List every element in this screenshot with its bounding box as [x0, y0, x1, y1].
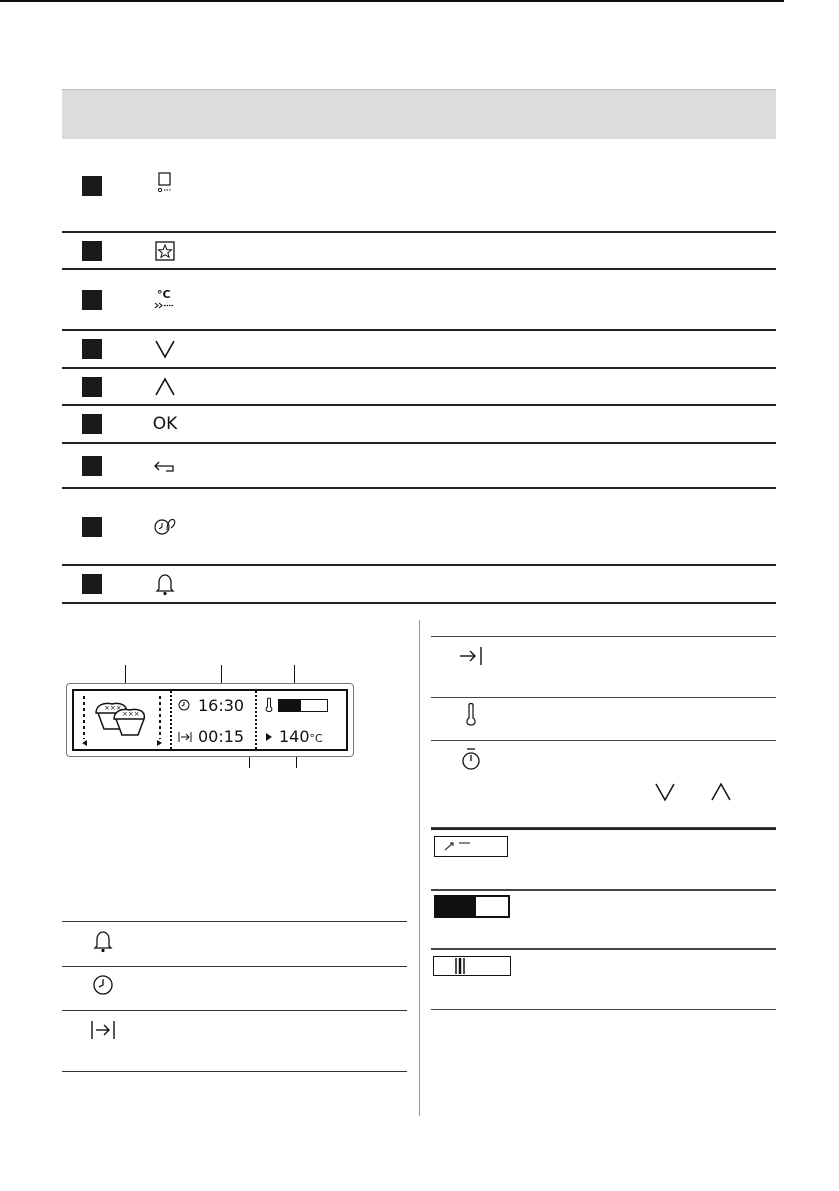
ok-label: OK — [152, 414, 178, 434]
item-number-square — [82, 290, 102, 310]
table-row — [62, 566, 776, 604]
display-screen — [72, 689, 348, 751]
table-row — [431, 950, 776, 1010]
duration-icon — [178, 731, 192, 743]
thermometer-icon — [264, 697, 274, 713]
svg-text:°C: °C — [157, 288, 171, 301]
clock-time: 16:30 — [198, 696, 245, 715]
cooking-start-icon — [147, 169, 183, 199]
stopwatch-icon — [461, 747, 481, 771]
duration-icon — [457, 645, 485, 667]
back-arrow-icon — [147, 451, 183, 481]
table-row — [62, 331, 776, 369]
residual-heat-bar — [433, 956, 511, 976]
play-indicator-icon — [265, 732, 273, 742]
thermometer-icon — [463, 702, 479, 728]
table-row — [62, 966, 407, 1011]
arrow-up-icon — [147, 372, 183, 402]
table-row — [431, 741, 776, 828]
bell-icon — [147, 569, 183, 599]
table-row — [431, 636, 776, 698]
table-row — [431, 828, 776, 891]
ok-icon — [147, 409, 183, 439]
table-row — [62, 270, 776, 331]
table-row — [62, 139, 776, 233]
table-row — [62, 406, 776, 444]
heat-up-filled-bar — [434, 895, 510, 918]
bell-icon — [92, 929, 114, 953]
arrow-down-icon — [147, 334, 183, 364]
table-row — [62, 921, 407, 967]
display-divider — [255, 691, 258, 749]
svg-text:×××: ××× — [104, 704, 122, 712]
clock-icon — [178, 699, 190, 711]
table-row — [62, 444, 776, 489]
item-number-square — [82, 176, 102, 196]
end-time-icon — [89, 1019, 117, 1041]
heat-up-empty-bar — [434, 836, 508, 857]
arrow-down-icon — [653, 781, 677, 803]
arrow-up-icon — [709, 781, 733, 803]
item-number-square — [82, 414, 102, 434]
oven-display — [66, 683, 354, 757]
temperature-number: 140 — [279, 727, 310, 746]
heat-up-filled-bar-fill — [436, 897, 476, 916]
item-number-square — [82, 574, 102, 594]
cake-function-icon — [80, 693, 170, 747]
temperature-value — [279, 728, 323, 748]
table-row — [62, 369, 776, 406]
duration-time: 00:15 — [198, 727, 245, 746]
table-row — [431, 889, 776, 950]
item-number-square — [82, 456, 102, 476]
star-favourite-icon — [147, 236, 183, 266]
page-top-rule — [0, 0, 784, 2]
table-header — [62, 89, 776, 139]
heat-up-bar-fill — [279, 700, 301, 711]
clock-icon — [92, 974, 114, 996]
table-row — [62, 489, 776, 566]
svg-text:×××: ××× — [122, 710, 140, 718]
item-number-square — [82, 339, 102, 359]
display-divider — [170, 691, 173, 749]
column-divider — [419, 620, 420, 1116]
table-row — [62, 233, 776, 270]
time-options-icon — [147, 511, 183, 541]
table-row — [431, 697, 776, 741]
item-number-square — [82, 241, 102, 261]
table-row — [62, 1011, 407, 1072]
fast-heat-up-icon — [147, 284, 183, 314]
temperature-unit: °C — [309, 732, 323, 745]
item-number-square — [82, 517, 102, 537]
heat-up-bar — [278, 699, 328, 712]
item-number-square — [82, 377, 102, 397]
